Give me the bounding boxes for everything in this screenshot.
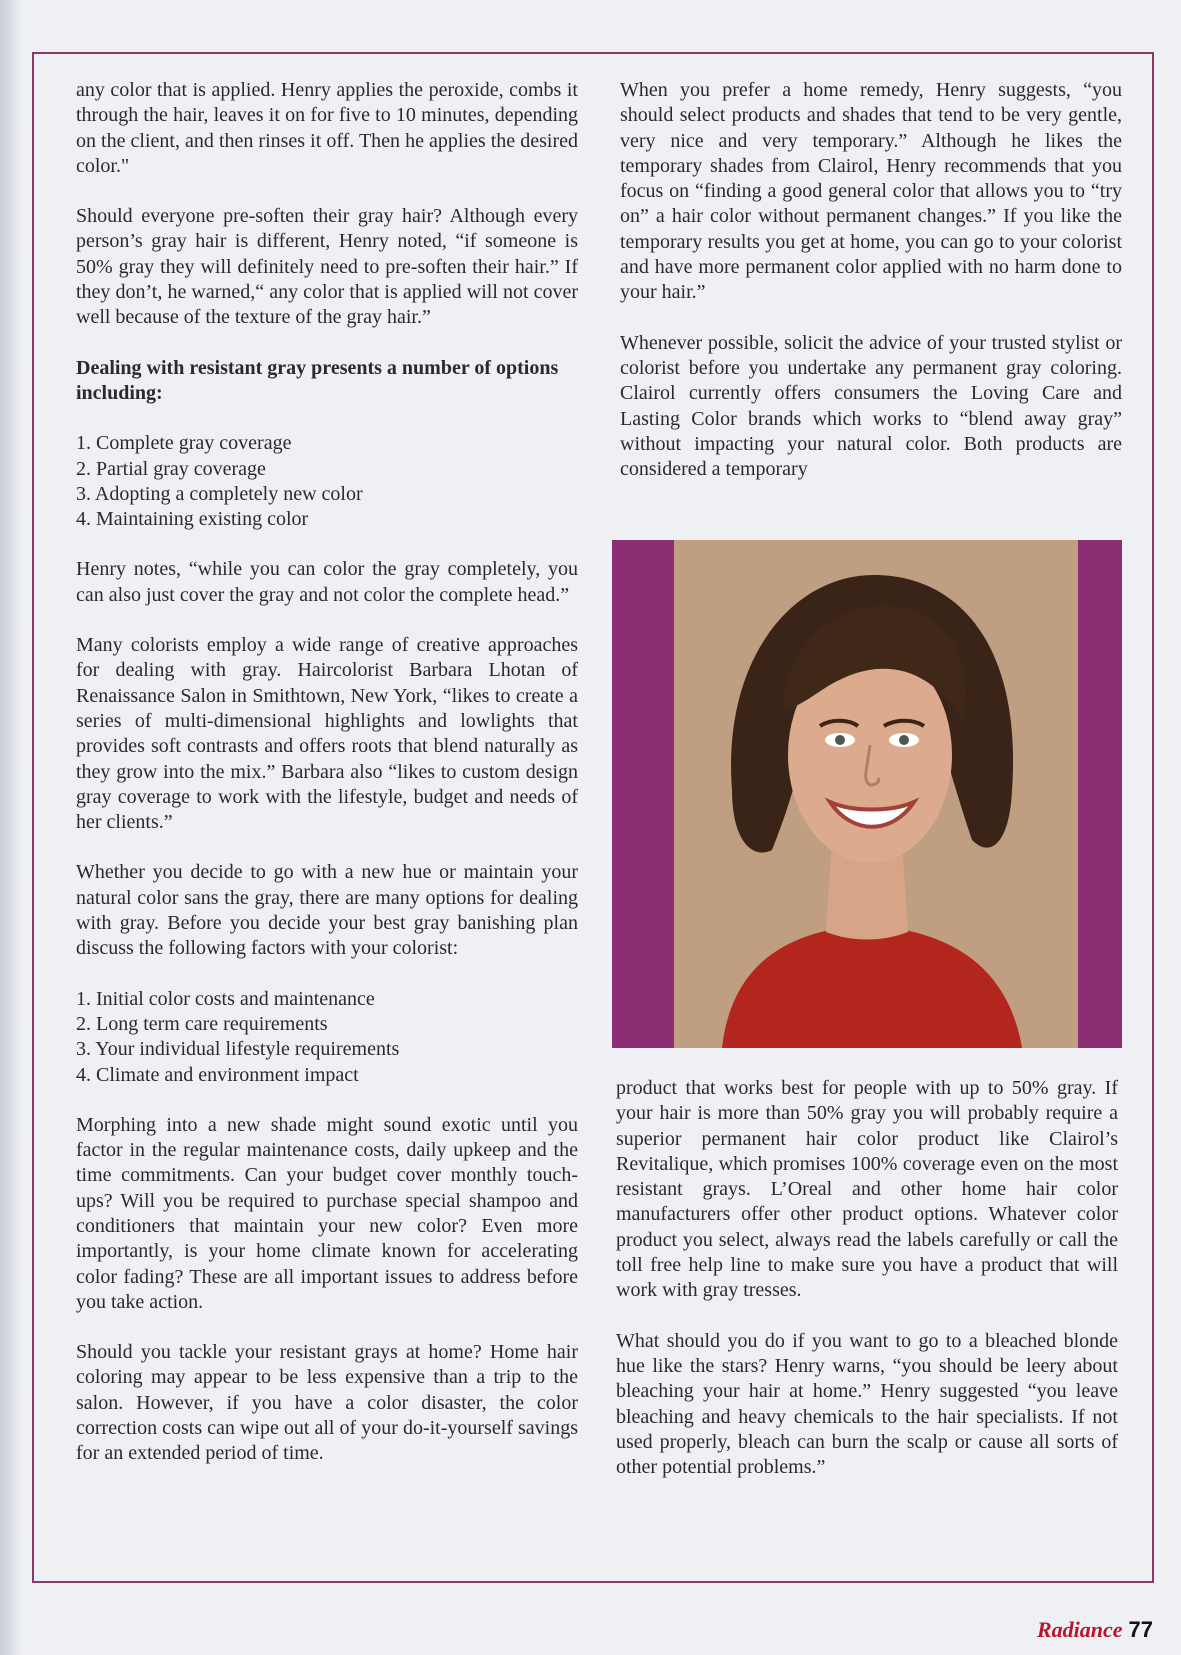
page-footer — [1037, 1617, 1153, 1643]
paragraph: What should you do if you want to go to a bleached blonde hue like the stars? Henry warns, “you should be leery about bleaching your hair at home.” Henry suggested “you leave bleaching and heavy chemicals to the hair specialists. If not used properly, bleach can burn the scalp or cause all sorts of other potential problems.” — [616, 1329, 1118, 1479]
page-number: 77 — [1128, 1617, 1153, 1642]
paragraph: Morphing into a new shade might sound exotic until you factor in the regular maintenance costs, daily upkeep and the time commitments. Can your budget cover monthly touch-ups? Will you be required to purchase special shampoo and conditioners that maintain your new color? Even more importantly, is your home climate known for accelerating color fading? These are all important issues to address before you take action. — [76, 1113, 578, 1313]
list-item: 4. Climate and environment impact — [76, 1063, 359, 1086]
paragraph: When you prefer a home remedy, Henry suggests, “you should select products and shades that tend to be very gentle, very nice and very temporary.” Although he likes the temporary shades from Clairol, Henry recommends that you focus on “finding a good general color that allows you to “try on” a hair color without permanent changes.” If you like the temporary results you get at home, you can go to your colorist and have more permanent color applied with no harm done to your hair.” — [620, 79, 1122, 304]
woman-portrait-illustration — [612, 540, 1122, 1048]
list-item: 3. Adopting a completely new color — [76, 482, 363, 505]
list-item: 2. Long term care requirements — [76, 1012, 328, 1035]
left-column — [76, 78, 578, 1492]
options-list — [76, 431, 578, 532]
list-item: 1. Initial color costs and maintenance — [76, 987, 375, 1010]
section-heading: Dealing with resistant gray presents a number of options including: — [76, 356, 559, 404]
paragraph: Whether you decide to go with a new hue or maintain your natural color sans the gray, there are many options for dealing with gray. Before you decide your best gray banishing plan discuss the following factors with your colorist: — [76, 861, 578, 960]
portrait-photo — [612, 540, 1122, 1048]
magazine-name: Radiance — [1036, 1617, 1123, 1642]
list-item: 1. Complete gray coverage — [76, 432, 292, 455]
paragraph: Whenever possible, solicit the advice of your trusted stylist or colorist before you undertake any permanent gray coloring. Clairol currently offers consumers the Loving Care and Lasting Color brands which works to “blend away gray” without impacting your natural color. Both products are considered a temporary — [620, 331, 1122, 481]
paragraph: Henry notes, “while you can color the gray completely, you can also just cover the gray and not color the complete head.” — [76, 558, 578, 606]
right-column-bottom — [616, 1076, 1118, 1505]
list-item: 3. Your individual lifestyle requirements — [76, 1038, 400, 1061]
paragraph: product that works best for people with up to 50% gray. If your hair is more than 50% gray you will probably require a superior permanent hair color product like Clairol’s Revitalique, which promises 100% coverage even on the most resistant grays. L’Oreal and other home hair color manufacturers offer other product options. Whatever color product you select, always read the labels carefully or call the toll free help line to make sure you have a product that will work with gray tresses. — [616, 1077, 1118, 1302]
paragraph: Many colorists employ a wide range of creative approaches for dealing with gray. Haircolorist Barbara Lhotan of Renaissance Salon in Smithtown, New York, “likes to create a series of multi-dimensional highlights and lowlights that provides soft contrasts and offers roots that blend naturally as they grow into the mix.” Barbara also “likes to custom design gray coverage to work with the lifestyle, budget and needs of her clients.” — [76, 634, 578, 834]
list-item: 4. Maintaining existing color — [76, 508, 309, 531]
list-item: 2. Partial gray coverage — [76, 457, 266, 480]
factors-list — [76, 987, 578, 1088]
paragraph: Should you tackle your resistant grays at home? Home hair coloring may appear to be less expensive than a trip to the salon. However, if you have a color disaster, the color correction costs can wipe out all of your do-it-yourself savings for an extended period of time. — [76, 1341, 578, 1465]
paragraph: Should everyone pre-soften their gray hair? Although every person’s gray hair is different, Henry noted, “if someone is 50% gray they will definitely need to pre-soften their hair.” If they don’t, he warned,“ any color that is applied will not cover well because of the texture of the gray hair.” — [76, 205, 578, 329]
right-column-top — [620, 78, 1122, 507]
paragraph: any color that is applied. Henry applies the peroxide, combs it through the hair, leaves it on for five to 10 minutes, depending on the client, and then rinses it off. Then he applies the desired color." — [76, 79, 578, 177]
page-edge-shadow — [0, 0, 22, 1655]
